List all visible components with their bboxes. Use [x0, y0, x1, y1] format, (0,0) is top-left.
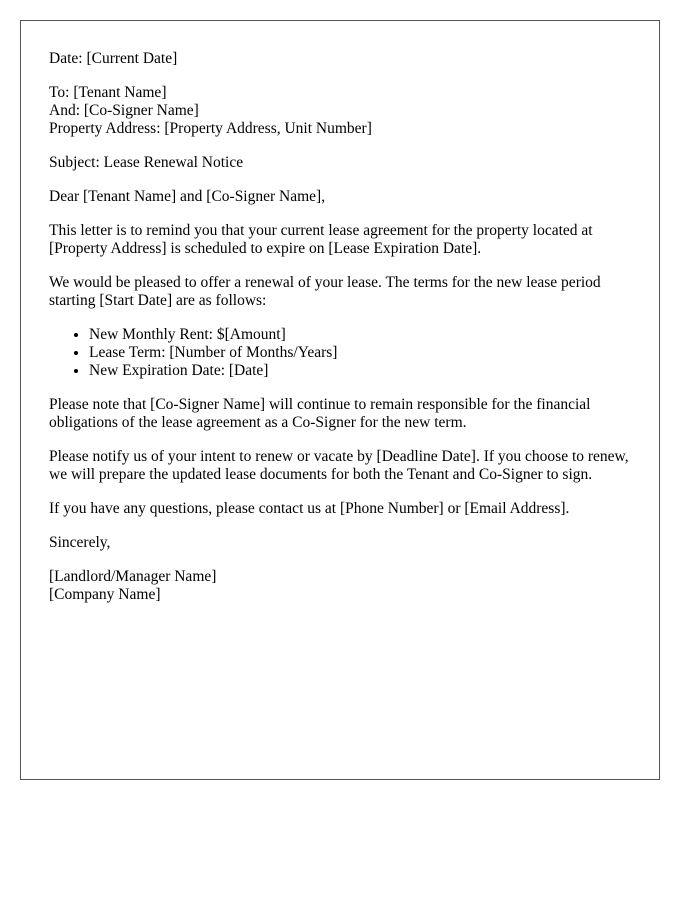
paragraph-renewal-offer: We would be pleased to offer a renewal of your lease. The terms for the new lease period starting [Start Date] are as follows:	[49, 274, 601, 309]
signature-name: [Landlord/Manager Name]	[49, 568, 217, 585]
letter-closing: Sincerely,	[49, 534, 111, 551]
letter-subject: Subject: Lease Renewal Notice	[49, 154, 244, 171]
recipient-block	[49, 84, 631, 138]
letter-salutation: Dear [Tenant Name] and [Co-Signer Name],	[49, 188, 326, 205]
term-monthly-rent: • New Monthly Rent: $[Amount]	[89, 326, 631, 344]
paragraph-expiration-reminder: This letter is to remind you that your current lease agreement for the property located at [Property Address] is scheduled to expire on [Lease Expiration Date].	[49, 222, 593, 257]
recipient-tenant: To: [Tenant Name]	[49, 84, 167, 101]
letter-document	[20, 20, 660, 780]
term-expiration-date: • New Expiration Date: [Date]	[89, 362, 631, 380]
recipient-cosigner: And: [Co-Signer Name]	[49, 102, 199, 119]
paragraph-cosigner-responsibility: Please note that [Co-Signer Name] will continue to remain responsible for the financial obligations of the lease agreement as a Co-Signer for the new term.	[49, 396, 591, 431]
term-lease-length: • Lease Term: [Number of Months/Years]	[89, 344, 631, 362]
paragraph-contact: If you have any questions, please contact us at [Phone Number] or [Email Address].	[49, 500, 570, 517]
signature-company: [Company Name]	[49, 586, 161, 603]
property-address: Property Address: [Property Address, Unit Number]	[49, 120, 372, 137]
letter-date: Date: [Current Date]	[49, 50, 178, 67]
signature-block	[49, 568, 631, 604]
lease-terms-list	[49, 326, 631, 380]
paragraph-notify-intent: Please notify us of your intent to renew or vacate by [Deadline Date]. If you choose to renew, we will prepare the updated lease documents for both the Tenant and Co-Signer to sign.	[49, 448, 629, 483]
